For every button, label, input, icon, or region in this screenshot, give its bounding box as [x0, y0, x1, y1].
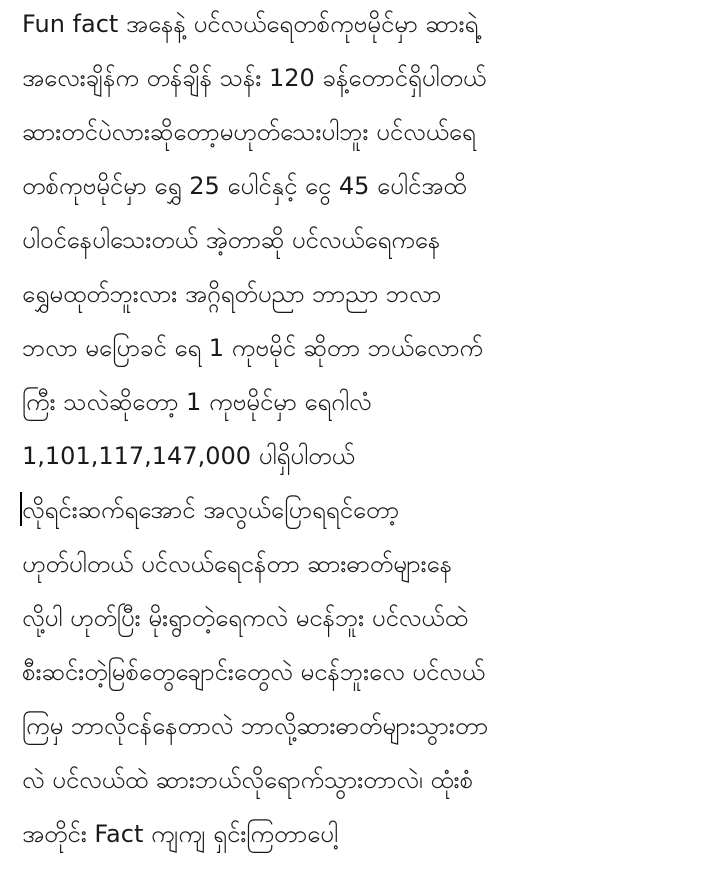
text-line: ပါဝင်နေပါသေးတယ် အဲ့တာဆို ပင်လယ်ရေကနေ [22, 226, 441, 254]
text-line: အလေးချိန်က တန်ချိန် သန်း 120 ခန့်တောင်ရှိပါတယ် [22, 64, 487, 92]
text-line: တစ်ကုဗမိုင်မှာ ရွှေ 25 ပေါင်နှင့် ငွေ 45 ပေါင်အထိ [22, 172, 467, 200]
document-body[interactable] [22, 6, 702, 870]
text-line: 1,101,117,147,000 ပါရှိပါတယ် [22, 442, 355, 470]
text-line: လဲ ပင်လယ်ထဲ ဆားဘယ်လိုရောက်သွားတာလဲ၊ ထုံးစံ [22, 766, 474, 794]
text-line: အတိုင်း Fact ကျကျ ရှင်းကြတာပေါ့ [22, 820, 338, 848]
text-line: Fun fact အနေနဲ့ ပင်လယ်ရေတစ်ကုဗမိုင်မှာ ဆားရဲ့ [22, 10, 479, 38]
text-line: လို့ပါ ဟုတ်ပြီး မိုးရွာတဲ့ရေကလဲ မငန်ဘူး ပင်လယ်ထဲ [22, 604, 468, 632]
text-line: ကြမှ ဘာလိုငန်နေတာလဲ ဘာလို့ဆားဓာတ်များသွားတာ [22, 712, 489, 740]
paragraph-2 [22, 492, 702, 870]
text-line: ကြီး သလဲဆိုတော့ 1 ကုဗမိုင်မှာ ရေဂါလံ [22, 388, 372, 416]
text-line: ဟုတ်ပါတယ် ပင်လယ်ရေငန်တာ ဆားဓာတ်များနေ [22, 550, 453, 578]
text-line: ဘလာ မပြောခင် ရေ 1 ကုဗမိုင် ဆိုတာ ဘယ်လောက် [22, 334, 483, 362]
text-line: ဆားတင်ပဲလားဆိုတော့မဟုတ်သေးပါဘူး ပင်လယ်ရေ [22, 118, 476, 146]
paragraph-1 [22, 6, 702, 492]
text-line: စီးဆင်းတဲ့မြစ်တွေချောင်းတွေလဲ မငန်ဘူးလေ ပင်လယ် [22, 658, 486, 686]
text-line: ရွှေမထုတ်ဘူးလား အဂ္ဂိရတ်ပညာ ဘာညာ ဘလာ [22, 280, 442, 308]
text-cursor [20, 492, 22, 526]
text-line: လိုရင်းဆက်ရအောင် အလွယ်ပြောရရင်တော့ [22, 496, 400, 524]
